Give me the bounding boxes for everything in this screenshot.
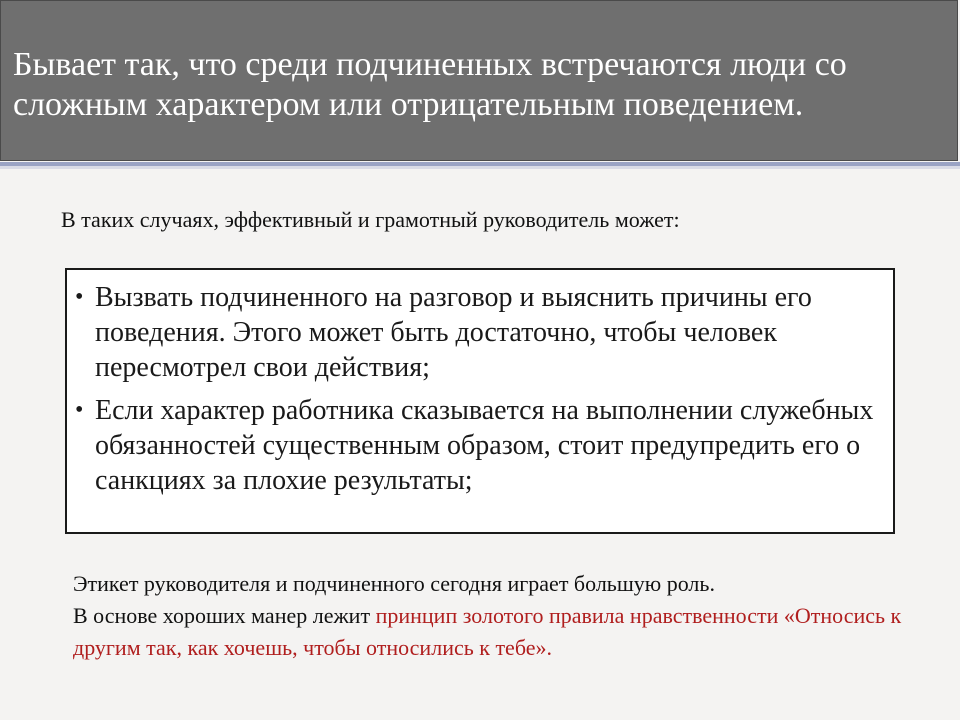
bullet-list — [75, 280, 885, 506]
footer-text — [73, 568, 913, 664]
bullet-text: Вызвать подчиненного на разговор и выяснить причины его поведения. Этого может быть достаточно, чтобы человек пересмотрел свои действия; — [95, 282, 812, 383]
list-item — [75, 393, 885, 498]
list-item — [75, 280, 885, 385]
footer-line1: Этикет руководителя и подчиненного сегодня играет большую роль. — [73, 571, 715, 596]
footer-lead: В основе хороших манер лежит — [73, 603, 376, 628]
slide-title: Бывает так, что среди подчиненных встречаются люди со сложным характером или отрицательным поведением. — [13, 46, 847, 123]
golden-rule-highlight: принцип золотого правила нравственности «Относись к другим так, как хочешь, чтобы относились к тебе». — [73, 603, 902, 660]
bullet-marker: • — [75, 284, 84, 310]
title-divider-shadow — [0, 166, 960, 169]
intro-text: В таких случаях, эффективный и грамотный руководитель может: — [61, 207, 680, 232]
bullet-marker: • — [75, 397, 84, 423]
bullet-text: Если характер работника сказывается на выполнении служебных обязанностей существенным образом, стоит предупредить его о санкциях за плохие результаты; — [95, 395, 874, 496]
bullet-box — [65, 268, 895, 534]
title-bar — [0, 0, 958, 161]
